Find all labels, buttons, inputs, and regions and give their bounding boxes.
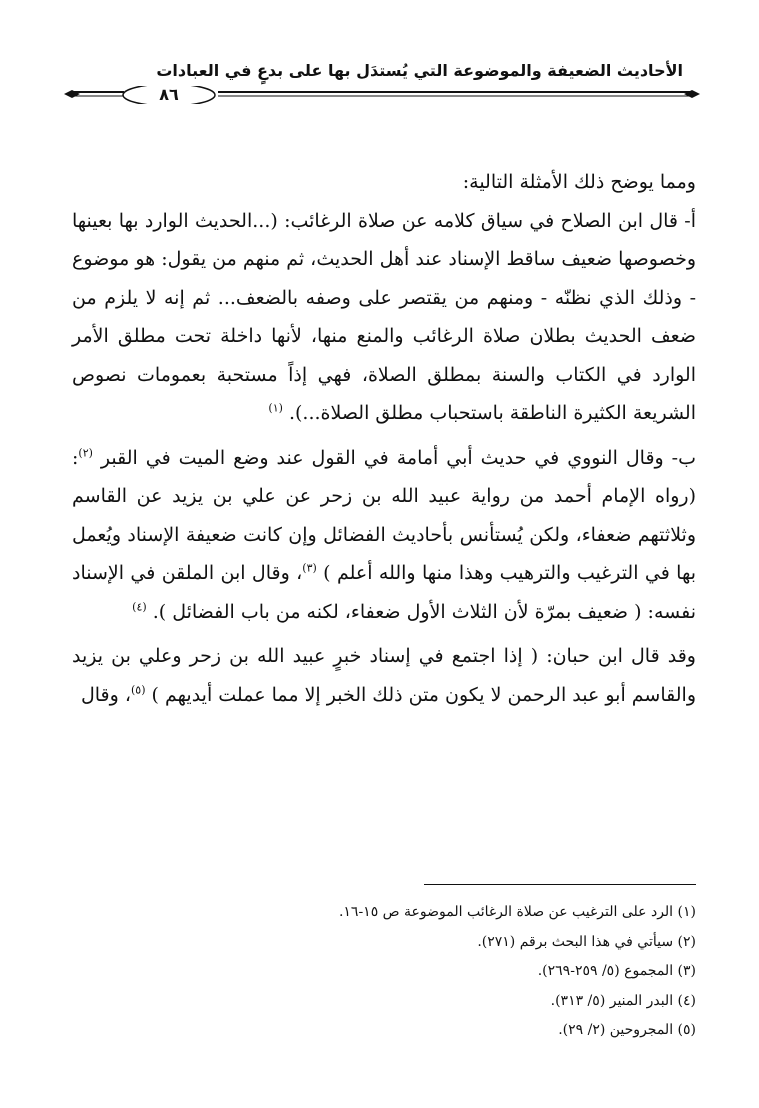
footnote-4: (٤) البدر المنير (٥/ ٣١٣). — [550, 992, 696, 1009]
footnote-separator — [424, 884, 696, 885]
running-header-title: الأحاديث الضعيفة والموضوعة التي يُستدَل بها على بدعٍ في العبادات — [156, 61, 683, 80]
intro-paragraph: ومما يوضح ذلك الأمثلة التالية: — [462, 171, 696, 193]
example-b-text-2: : (رواه الإمام أحمد من رواية عبيد الله بن زحر عن علي بن يزيد عن القاسم وثلاثتهم ضعفاء، ولكن يُستأنس بأحاديث الفضائل وإن كانت ضعيفة الإسناد ويُعمل بها في الترغيب والترهيب وهذا منها والله أعلم ) — [72, 446, 697, 584]
example-a-paragraph — [72, 202, 696, 433]
example-a-text: أ- قال ابن الصلاح في سياق كلامه عن صلاة الرغائب: (...الحديث الوارد بها بعينها وخصوصها ضعيف ساقط الإسناد عند أهل الحديث، ثم منهم من يقول: هو موضوع - وذلك الذي نظنّه - ومنهم من يقتصر على وصفه بالضعف... ثم إنه لا يلزم من ضعف الحديث بطلان صلاة الرغائب والمنع منها، لأنها داخلة تحت مطلق الأمر الوارد في الكتاب والسنة بمطلق الصلاة، فهي إذاً مستحبة بعمومات نصوص الشريعة الكثيرة الناطقة باستحباب مطلق الصلاة...). — [72, 209, 696, 424]
footnote-ref-1: (١) — [268, 401, 283, 415]
example-b-text-3: ، وقال ابن الملقن في الإسناد نفسه: ( ضعيف بمرّة لأن الثلاث الأول ضعفاء، لكنه من باب الفضائل ). — [72, 562, 696, 623]
page-number: ٨٦ — [159, 85, 179, 104]
footnote-3: (٣) المجموع (٥/ ٢٥٩-٢٦٩). — [537, 963, 696, 979]
footnote-ref-2: (٢) — [78, 446, 93, 460]
footnote-1: (١) الرد على الترغيب عن صلاة الرغائب الموضوعة ص ١٥-١٦. — [338, 904, 696, 920]
example-b-paragraph — [72, 439, 696, 632]
footnote-2: (٢) سيأتي في هذا البحث برقم (٢٧١). — [477, 933, 696, 950]
example-b-text-1: ب- وقال النووي في حديث أبي أمامة في القول عند وضع الميت في القبر — [100, 446, 696, 469]
ibn-hibban-text: وقد قال ابن حبان: ( إذا اجتمع في إسناد خبرٍ عبيد الله بن زحر وعلي بن يزيد والقاسم أبو عبد الرحمن لا يكون متن ذلك الخبر إلا مما عملت أيديهم ) — [72, 645, 696, 706]
footnote-ref-4: (٤) — [132, 600, 147, 614]
ibn-hibban-tail: ، وقال — [80, 683, 131, 706]
footnotes — [100, 898, 696, 1046]
footnote-ref-5: (٥) — [130, 683, 146, 697]
ibn-hibban-paragraph — [72, 637, 696, 714]
footnote-5: (٥) المجروحين (٢/ ٢٩). — [558, 1022, 696, 1038]
main-text — [72, 163, 696, 714]
footnote-ref-3: (٣) — [302, 561, 317, 575]
